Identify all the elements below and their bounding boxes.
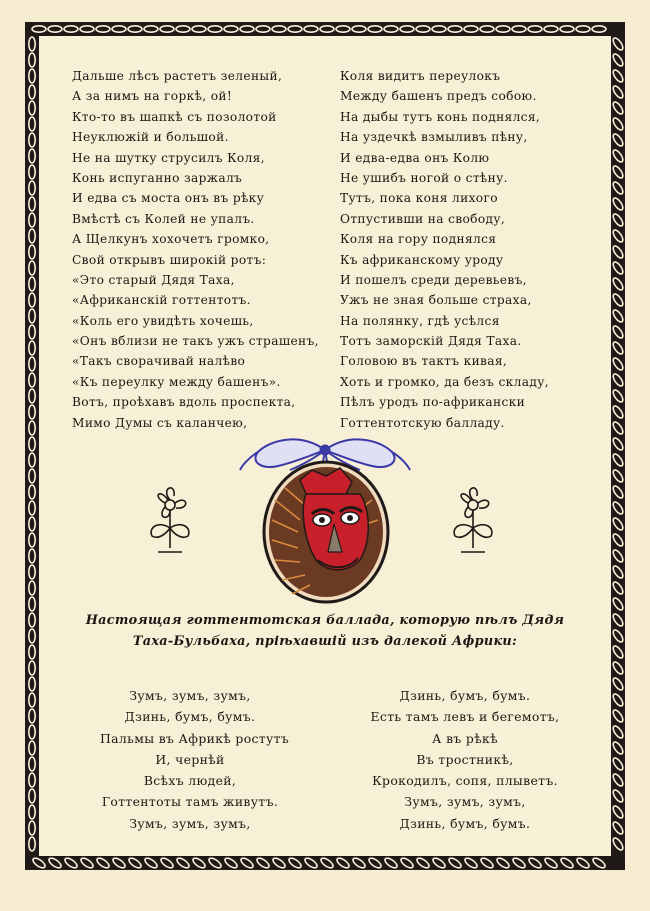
chain-link [29, 757, 35, 771]
chain-link [432, 26, 446, 32]
chain-link [352, 26, 366, 32]
chain-link [611, 388, 624, 403]
text-line: Коля на гору поднялся [340, 232, 497, 247]
chain-link [29, 341, 35, 355]
chain-link [288, 26, 302, 32]
chain-link [255, 856, 270, 869]
chain-link [31, 856, 46, 869]
text-line: Зумъ, зумъ, зумъ, [129, 688, 251, 703]
text-line: Не на шутку струсилъ Коля, [72, 150, 265, 165]
chain-link [29, 213, 35, 227]
text-line: Мимо Думы съ каланчею, [72, 415, 248, 430]
chain-link [611, 564, 624, 579]
text-line: Крокодилъ, сопя, плыветъ. [372, 773, 558, 789]
text-line: Ужъ не зная больше страха, [340, 293, 532, 308]
text-line: Тутъ, пока коня лихого [340, 191, 498, 206]
chain-link [29, 501, 35, 515]
chain-link [336, 26, 350, 32]
chain-link [32, 26, 46, 32]
chain-link [511, 856, 526, 869]
text-line: «Это старый Дядя Таха, [72, 272, 235, 287]
chain-link [29, 53, 35, 67]
chain-link [611, 596, 624, 611]
chain-link [29, 645, 35, 659]
chain-link [592, 26, 606, 32]
chain-link [611, 100, 624, 115]
chain-link [29, 709, 35, 723]
chain-link [575, 856, 590, 869]
ballad-column-left [100, 685, 290, 834]
ballad-column-right [360, 685, 570, 834]
text-line: Зумъ, зумъ, зумъ, [129, 815, 251, 831]
chain-link [79, 856, 94, 869]
chain-link [415, 856, 430, 869]
chain-link [611, 484, 624, 499]
text-line: Дальше лѣсъ растетъ зеленый, [72, 69, 283, 83]
chain-link [611, 628, 624, 643]
chain-link [611, 660, 624, 675]
chain-link [611, 292, 624, 307]
text-line: Не ушибъ ногой о стѣну. [340, 170, 508, 185]
chain-link [611, 36, 624, 51]
chain-link [29, 661, 35, 675]
chain-link [223, 856, 238, 869]
chain-link [29, 517, 35, 531]
chain-link [96, 26, 110, 32]
chain-link [611, 452, 624, 467]
chain-link [29, 229, 35, 243]
chain-link [611, 708, 624, 723]
chain-link [29, 549, 35, 563]
text-line: Тотъ заморскій Дядя Таха. [340, 334, 522, 349]
chain-link [611, 772, 624, 787]
chain-link [29, 789, 35, 803]
text-line: Дзинь, бумъ, бумъ. [399, 688, 531, 703]
chain-link [95, 856, 110, 869]
chain-link [29, 37, 35, 51]
chain-link [80, 26, 94, 32]
chain-link [29, 485, 35, 499]
text-line: Всѣхъ людей, [143, 773, 237, 789]
chain-link [304, 26, 318, 32]
chain-link [29, 533, 35, 547]
chain-link [160, 26, 174, 32]
chain-link [29, 421, 35, 435]
chain-link [175, 856, 190, 869]
text-line: Дзинь, бумъ, бумъ. [124, 709, 256, 725]
chain-link [64, 26, 78, 32]
chain-link [543, 856, 558, 869]
chain-link [611, 164, 624, 179]
chain-link [611, 740, 624, 755]
chain-link [47, 856, 62, 869]
chain-link [29, 149, 35, 163]
text-line: «Африканскій готтентотъ. [72, 293, 251, 308]
chain-link [29, 69, 35, 83]
text-line: Головою въ тактъ кивая, [340, 354, 508, 369]
chain-link [176, 26, 190, 32]
chain-link [29, 693, 35, 707]
text-line: На полянку, гдѣ усѣлся [340, 313, 500, 328]
chain-link [611, 836, 624, 851]
chain-link [611, 468, 624, 483]
chain-link [611, 724, 624, 739]
chain-link [611, 308, 624, 323]
chain-link [208, 26, 222, 32]
chain-link [29, 469, 35, 483]
chain-link [611, 788, 624, 803]
text-line: Неуклюжій и большой. [72, 130, 229, 145]
chain-link [611, 180, 624, 195]
text-line: А въ рѣкѣ [432, 730, 498, 746]
chain-link [528, 26, 542, 32]
chain-link [611, 532, 624, 547]
chain-link [29, 357, 35, 371]
poem-column-left [72, 66, 319, 433]
chain-link [29, 821, 35, 835]
chain-link [29, 133, 35, 147]
chain-link [611, 676, 624, 691]
chain-link [29, 165, 35, 179]
text-line: На дыбы тутъ конь поднялся, [340, 109, 541, 124]
chain-link [611, 548, 624, 563]
chain-link [399, 856, 414, 869]
chain-link [272, 26, 286, 32]
chain-link [611, 212, 624, 227]
text-line: Вотъ, проѣхавъ вдоль проспекта, [72, 395, 296, 410]
text-line: Готтентотскую балладу. [340, 415, 505, 430]
chain-link [112, 26, 126, 32]
text-line: «Коль его увидѣть хочешь, [72, 313, 254, 328]
chain-link [527, 856, 542, 869]
chain-link [29, 565, 35, 579]
chain-link [611, 644, 624, 659]
text-line: Готтентоты тамъ живутъ. [101, 794, 279, 810]
text-line: Въ тростникѣ, [416, 751, 514, 767]
chain-link [611, 756, 624, 771]
text-line: А Щелкунъ хохочетъ громко, [72, 232, 270, 247]
chain-link [611, 500, 624, 515]
chain-link [303, 856, 318, 869]
chain-link [29, 389, 35, 403]
chain-link [144, 26, 158, 32]
chain-link [611, 116, 624, 131]
chain-link [271, 856, 286, 869]
text-line: Коля видитъ переулокъ [340, 69, 501, 83]
chain-link [611, 372, 624, 387]
chain-link [368, 26, 382, 32]
chain-link [512, 26, 526, 32]
chain-link [319, 856, 334, 869]
chain-link [29, 773, 35, 787]
chain-link [611, 148, 624, 163]
chain-link [611, 420, 624, 435]
chain-link [611, 340, 624, 355]
text-line: Зумъ, зумъ, зумъ, [404, 794, 526, 810]
text-line: «Такъ сворачивай налѣво [72, 354, 246, 369]
text-line: Свой открывъ широкій ротъ: [72, 252, 267, 267]
chain-link [224, 26, 238, 32]
chain-link [29, 741, 35, 755]
chain-link [611, 436, 624, 451]
chain-link [29, 677, 35, 691]
chain-link [611, 68, 624, 83]
chain-link [143, 856, 158, 869]
chain-link [611, 580, 624, 595]
poem-column-right [340, 66, 549, 433]
chain-link [611, 260, 624, 275]
chain-link [29, 837, 35, 851]
chain-link [29, 597, 35, 611]
chain-link [611, 692, 624, 707]
chain-link [611, 612, 624, 627]
chain-link [29, 437, 35, 451]
text-line: Вмѣстѣ съ Колей не упалъ. [72, 211, 255, 226]
chain-link [480, 26, 494, 32]
chain-link [29, 325, 35, 339]
chain-link [29, 373, 35, 387]
text-line: И, чернѣй [155, 751, 225, 767]
chain-link [29, 85, 35, 99]
chain-link [448, 26, 462, 32]
chain-link [496, 26, 510, 32]
chain-link [335, 856, 350, 869]
chain-link [192, 26, 206, 32]
ballad-title: Настоящая готтентотская баллада, которую пѣлъ Дядя Таха-Бульбаха, пріѣхавшій изъ далекой Африки: [85, 613, 565, 649]
chain-link [207, 856, 222, 869]
chain-link [29, 261, 35, 275]
text-line: И едва-едва онъ Колю [340, 150, 490, 165]
chain-link [611, 804, 624, 819]
chain-link [191, 856, 206, 869]
chain-link [591, 856, 606, 869]
text-line: Конь испуганно заржалъ [72, 170, 243, 185]
chain-link [159, 856, 174, 869]
chain-link [611, 196, 624, 211]
chain-link [29, 581, 35, 595]
chain-link [544, 26, 558, 32]
text-line: Кто-то въ шапкѣ съ позолотой [72, 109, 277, 124]
text-line: А за нимъ на горкѣ, ой! [72, 89, 233, 104]
text-line: «Онъ вблизи не такъ ужъ страшенъ, [72, 334, 319, 349]
chain-link [63, 856, 78, 869]
chain-link [611, 516, 624, 531]
chain-link [29, 293, 35, 307]
chain-link [367, 856, 382, 869]
chain-link [400, 26, 414, 32]
chain-link [611, 820, 624, 835]
chain-link [351, 856, 366, 869]
chain-link [29, 453, 35, 467]
chain-link [29, 629, 35, 643]
text-line: Хоть и громко, да безъ складу, [340, 374, 549, 389]
chain-link [29, 101, 35, 115]
chain-link [576, 26, 590, 32]
chain-link [479, 856, 494, 869]
chain-link [29, 613, 35, 627]
chain-link [29, 181, 35, 195]
chain-link [29, 405, 35, 419]
chain-link [29, 197, 35, 211]
text-line: И едва съ моста онъ въ рѣку [72, 191, 265, 206]
chain-link [29, 805, 35, 819]
chain-link [127, 856, 142, 869]
chain-link [29, 245, 35, 259]
chain-link [128, 26, 142, 32]
chain-link [611, 52, 624, 67]
text-line: И пошелъ среди деревьевъ, [340, 272, 527, 287]
text-line: На уздечкѣ взмыливъ пѣну, [340, 130, 528, 145]
chain-link [611, 356, 624, 371]
chain-link [29, 309, 35, 323]
chain-link [256, 26, 270, 32]
text-line: Между башенъ предъ собою. [340, 89, 537, 104]
chain-link [495, 856, 510, 869]
chain-link [447, 856, 462, 869]
chain-link [111, 856, 126, 869]
chain-link [240, 26, 254, 32]
chain-link [611, 276, 624, 291]
chain-link [464, 26, 478, 32]
chain-link [611, 324, 624, 339]
chain-link [559, 856, 574, 869]
text-line: Пѣлъ уродъ по-африкански [340, 395, 526, 410]
text-line: Дзинь, бумъ, бумъ. [399, 815, 531, 831]
chain-link [611, 228, 624, 243]
chain-link [29, 277, 35, 291]
chain-link [611, 404, 624, 419]
text-line: Къ африканскому уроду [340, 252, 504, 267]
chain-link [416, 26, 430, 32]
text-line: «Къ переулку между башенъ». [72, 374, 281, 389]
text-line: Отпустивши на свободу, [340, 211, 506, 226]
chain-link [611, 244, 624, 259]
chain-link [383, 856, 398, 869]
chain-link [29, 725, 35, 739]
chain-link [29, 117, 35, 131]
chain-link [384, 26, 398, 32]
chain-link [239, 856, 254, 869]
chain-link [463, 856, 478, 869]
text-line: Есть тамъ левъ и бегемотъ, [370, 709, 560, 725]
chain-link [431, 856, 446, 869]
chain-link [320, 26, 334, 32]
chain-link [611, 132, 624, 147]
text-line: Пальмы въ Африкѣ ростутъ [100, 730, 290, 746]
chain-link [287, 856, 302, 869]
chain-link [48, 26, 62, 32]
chain-link [560, 26, 574, 32]
chain-link [611, 84, 624, 99]
